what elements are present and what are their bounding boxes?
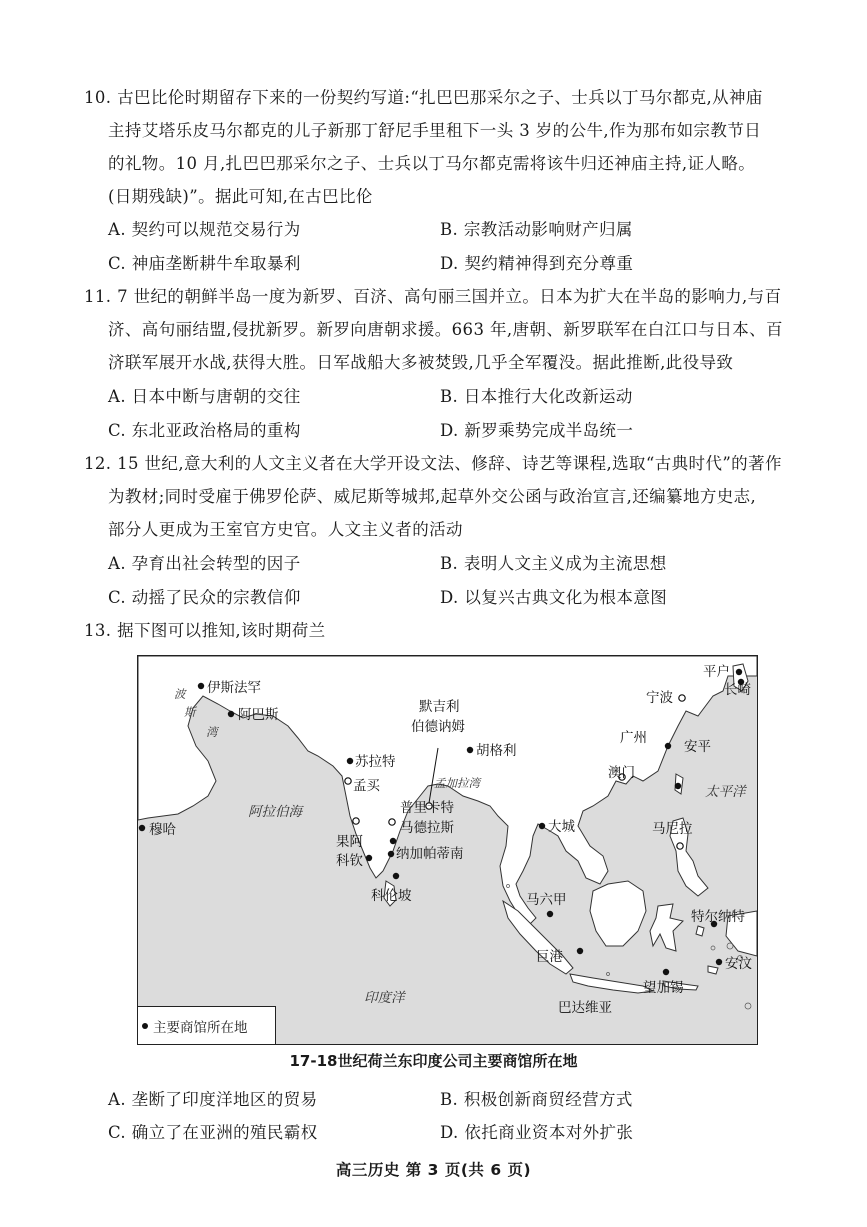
q12-option-a: A. 孕育出社会转型的因子: [108, 554, 301, 573]
label-palembang: 巨港: [536, 949, 563, 965]
label-abbas: 阿巴斯: [238, 707, 279, 723]
q12-line-3: 部分人更成为王室官方史官。人文主义者的活动: [108, 520, 463, 539]
q12-line-2: 为教材;同时受雇于佛罗伦萨、威尼斯等城邦,起草外交公函与政治宣言,还编纂地方史志,: [108, 487, 757, 506]
label-hooghly: 胡格利: [476, 743, 517, 759]
label-ambon: 安汶: [725, 956, 752, 972]
page-footer: 高三历史 第 3 页(共 6 页): [335, 1161, 532, 1179]
label-ayutthaya: 大城: [548, 819, 575, 835]
label-cochin: 科钦: [336, 853, 363, 869]
label-persian-gulf-3: 湾: [206, 725, 218, 739]
label-surat: 苏拉特: [355, 754, 396, 770]
label-pacific: 太平洋: [705, 784, 746, 800]
q11-option-a: A. 日本中断与唐朝的交往: [108, 387, 301, 406]
q10-line-1: 10. 古巴比伦时期留存下来的一份契约写道:“扎巴巴那采尔之子、士兵以丁马尔都克,从神庙: [84, 88, 763, 107]
q11-option-d: D. 新罗乘势完成半岛统一: [440, 421, 634, 440]
q13-option-a: A. 垄断了印度洋地区的贸易: [108, 1090, 318, 1109]
label-persian-gulf-1: 波: [174, 687, 186, 701]
label-mokha: 穆哈: [149, 822, 176, 838]
q11-line-2: 济、高句丽结盟,侵扰新罗。新罗向唐朝求援。663 年,唐朝、新罗联军在白江口与日本、百: [108, 320, 783, 339]
map-caption: 17-18世纪荷兰东印度公司主要商馆所在地: [289, 1052, 578, 1070]
label-arabian-sea: 阿拉伯海: [248, 804, 302, 820]
q13-option-c: C. 确立了在亚洲的殖民霸权: [108, 1123, 318, 1142]
q10-line-3: 的礼物。10 月,扎巴巴那采尔之子、士兵以丁马尔都克需将该牛归还神庙主持,证人略。: [108, 154, 756, 173]
q13-option-d: D. 依托商业资本对外扩张: [440, 1123, 634, 1142]
map-drawing: [138, 656, 757, 1044]
label-chinsurah-2: 伯德讷姆: [411, 719, 465, 735]
q13-stem: 13. 据下图可以推知,该时期荷兰: [84, 621, 326, 640]
q10-option-b: B. 宗教活动影响财产归属: [440, 220, 633, 239]
label-hirado: 平户: [703, 664, 730, 680]
q12-line-1: 12. 15 世纪,意大利的人文主义者在大学开设文法、修辞、诗艺等课程,选取“古典时代”的著作: [84, 454, 782, 473]
q11-option-c: C. 东北亚政治格局的重构: [108, 421, 301, 440]
q10-option-d: D. 契约精神得到充分尊重: [440, 254, 634, 273]
label-mumbai: 孟买: [353, 778, 380, 794]
q12-option-c: C. 动摇了民众的宗教信仰: [108, 588, 301, 607]
label-nagasaki: 长崎: [724, 682, 751, 698]
q11-line-3: 济联军展开水战,获得大胜。日军战船大多被焚毁,几乎全军覆没。据此推断,此役导致: [108, 353, 734, 372]
label-indian-ocean: 印度洋: [364, 990, 405, 1006]
q10-line-2: 主持艾塔乐皮马尔都克的儿子新那丁舒尼手里租下一头 3 岁的公牛,作为那布如宗教节日: [108, 121, 762, 140]
label-makassar: 望加锡: [643, 980, 684, 996]
map-legend: [138, 1006, 276, 1044]
label-colombo: 科伦坡: [371, 888, 412, 904]
legend-dot-icon: [142, 1023, 148, 1029]
label-chinsurah-1: 默吉利: [419, 699, 460, 715]
label-macau: 澳门: [608, 765, 635, 781]
q11-option-b: B. 日本推行大化改新运动: [440, 387, 633, 406]
q12-option-d: D. 以复兴古典文化为根本意图: [440, 588, 668, 607]
q12-option-b: B. 表明人文主义成为主流思想: [440, 554, 667, 573]
label-manila: 马尼拉: [652, 821, 693, 837]
label-ningbo: 宁波: [646, 690, 673, 706]
label-bay-of-bengal: 孟加拉湾: [434, 776, 480, 790]
q10-option-c: C. 神庙垄断耕牛牟取暴利: [108, 254, 301, 273]
label-ternate: 特尔纳特: [691, 909, 745, 925]
label-pulicat: 普里卡特: [400, 800, 454, 816]
label-persian-gulf-2: 斯: [184, 705, 196, 719]
voc-trading-posts-map: [137, 655, 758, 1045]
legend-label: 主要商馆所在地: [153, 1019, 248, 1036]
q13-option-b: B. 积极创新商贸经营方式: [440, 1090, 633, 1109]
q11-line-1: 11. 7 世纪的朝鲜半岛一度为新罗、百济、高句丽三国并立。日本为扩大在半岛的影响力,与百: [84, 287, 782, 306]
q10-line-4: (日期残缺)”。据此可知,在古巴比伦: [108, 187, 373, 206]
label-batavia: 巴达维亚: [558, 1000, 612, 1016]
label-taiwan: 安平: [684, 739, 711, 755]
q10-option-a: A. 契约可以规范交易行为: [108, 220, 301, 239]
label-isfahan: 伊斯法罕: [207, 680, 261, 696]
label-guangzhou: 广州: [620, 730, 647, 746]
label-nagapattinam: 纳加帕蒂南: [396, 846, 464, 862]
label-madras: 马德拉斯: [400, 820, 454, 836]
label-malacca: 马六甲: [526, 892, 567, 908]
label-goa: 果阿: [336, 834, 363, 850]
